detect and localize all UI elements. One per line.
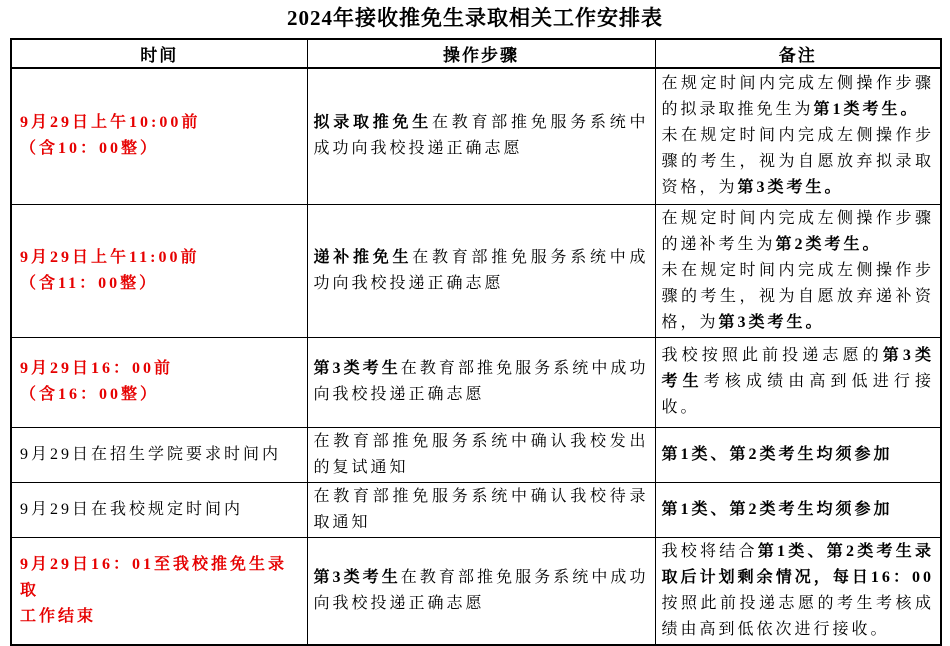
body-text: 在教育部推免服务系统中成功向我校投递正确志愿 bbox=[313, 114, 649, 158]
body-text: 未在规定时间内完成左侧操作步骤的考生，视为自愿放弃拟录取资格，为 bbox=[661, 127, 934, 197]
steps-cell bbox=[307, 482, 655, 537]
paragraph bbox=[662, 497, 935, 523]
time-line: 9月29日上午11:00前 bbox=[20, 248, 200, 266]
time-line: （含11：00整） bbox=[20, 274, 159, 292]
emphasis-text: 第2类考生。 bbox=[775, 235, 882, 253]
body-text: 在规定时间内完成左侧操作步骤的拟录取推免生为 bbox=[661, 75, 934, 119]
body-text: 考核成绩由高到低进行接收。 bbox=[661, 373, 934, 416]
body-text: 在教育部推免服务系统中成功向我校投递正确志愿 bbox=[313, 248, 649, 292]
paragraph bbox=[314, 356, 649, 408]
table-row bbox=[11, 337, 941, 427]
schedule-table-body bbox=[11, 68, 941, 645]
time-line: （含10：00整） bbox=[20, 140, 160, 158]
emphasis-text: 第1类考生。 bbox=[813, 101, 920, 119]
emphasis-text: 第3类考生 bbox=[313, 360, 401, 377]
paragraph bbox=[662, 206, 935, 258]
time-line: （含16：00整） bbox=[20, 386, 160, 403]
emphasis-text: 拟录取推免生 bbox=[313, 114, 432, 132]
schedule-table bbox=[10, 38, 942, 646]
col-header-remark: 备注 bbox=[655, 39, 941, 68]
steps-cell bbox=[307, 537, 655, 645]
body-text: 未在规定时间内完成左侧操作步骤的考生，视为自愿放弃递补资格，为 bbox=[661, 261, 934, 331]
steps-cell bbox=[307, 337, 655, 427]
remark-cell bbox=[655, 204, 941, 337]
remark-cell bbox=[655, 537, 941, 645]
time-line: 工作结束 bbox=[20, 607, 97, 625]
time-line: 9月29日16：01至我校推免生录取 bbox=[20, 555, 288, 599]
time-cell bbox=[11, 337, 307, 427]
table-row bbox=[11, 427, 941, 482]
col-header-steps: 操作步骤 bbox=[307, 39, 655, 68]
table-row bbox=[11, 482, 941, 537]
body-text: 在教育部推免服务系统中成功向我校投递正确志愿 bbox=[313, 360, 649, 403]
time-cell bbox=[11, 482, 307, 537]
body-text: 在教育部推免服务系统中成功向我校投递正确志愿 bbox=[313, 568, 649, 612]
time-cell bbox=[11, 427, 307, 482]
time-line: 9月29日上午10:00前 bbox=[20, 114, 201, 132]
time-line: 9月29日16：00前 bbox=[20, 360, 174, 377]
paragraph bbox=[662, 343, 935, 421]
emphasis-text: 第3类考生。 bbox=[737, 179, 844, 197]
remark-cell bbox=[655, 337, 941, 427]
remark-cell bbox=[655, 427, 941, 482]
paragraph bbox=[314, 484, 649, 536]
body-text: 按照此前投递志愿的考生考核成绩由高到低依次进行接收。 bbox=[661, 594, 934, 638]
emphasis-text: 第3类考生。 bbox=[718, 313, 825, 331]
paragraph bbox=[662, 71, 935, 123]
table-row bbox=[11, 68, 941, 204]
body-text: 在规定时间内完成左侧操作步骤的递补考生为 bbox=[661, 209, 934, 253]
paragraph bbox=[314, 565, 649, 617]
schedule-table-header bbox=[11, 39, 941, 68]
emphasis-text: 第1类、第2类考生均须参加 bbox=[661, 445, 893, 463]
remark-cell bbox=[655, 482, 941, 537]
steps-cell bbox=[307, 427, 655, 482]
steps-cell bbox=[307, 204, 655, 337]
table-row bbox=[11, 537, 941, 645]
emphasis-text: 第3类考生 bbox=[661, 347, 934, 390]
time-cell bbox=[11, 68, 307, 204]
paragraph bbox=[662, 258, 935, 336]
table-row bbox=[11, 204, 941, 337]
paragraph bbox=[662, 123, 935, 201]
time-cell bbox=[11, 204, 307, 337]
paragraph bbox=[314, 110, 649, 162]
paragraph bbox=[662, 539, 935, 643]
paragraph bbox=[314, 429, 649, 481]
body-text: 我校将结合 bbox=[661, 542, 758, 560]
time-line: 9月29日在我校规定时间内 bbox=[20, 500, 244, 518]
col-header-time: 时间 bbox=[11, 39, 307, 68]
page-title: 2024年接收推免生录取相关工作安排表 bbox=[287, 6, 663, 30]
time-line: 9月29日在招生学院要求时间内 bbox=[20, 445, 282, 463]
paragraph bbox=[314, 245, 649, 297]
emphasis-text: 第3类考生 bbox=[313, 568, 401, 586]
body-text: 在教育部推免服务系统中确认我校发出的复试通知 bbox=[313, 432, 649, 476]
body-text: 在教育部推免服务系统中确认我校待录取通知 bbox=[313, 487, 649, 531]
header-row bbox=[11, 39, 941, 68]
paragraph bbox=[662, 442, 935, 468]
body-text: 我校按照此前投递志愿的 bbox=[661, 347, 883, 364]
remark-cell bbox=[655, 68, 941, 204]
emphasis-text: 第1类、第2类考生均须参加 bbox=[661, 500, 893, 518]
time-cell bbox=[11, 537, 307, 645]
emphasis-text: 第1类、第2类考生录取后计划剩余情况，每日16：00 bbox=[661, 542, 934, 586]
emphasis-text: 递补推免生 bbox=[313, 248, 413, 266]
steps-cell bbox=[307, 68, 655, 204]
